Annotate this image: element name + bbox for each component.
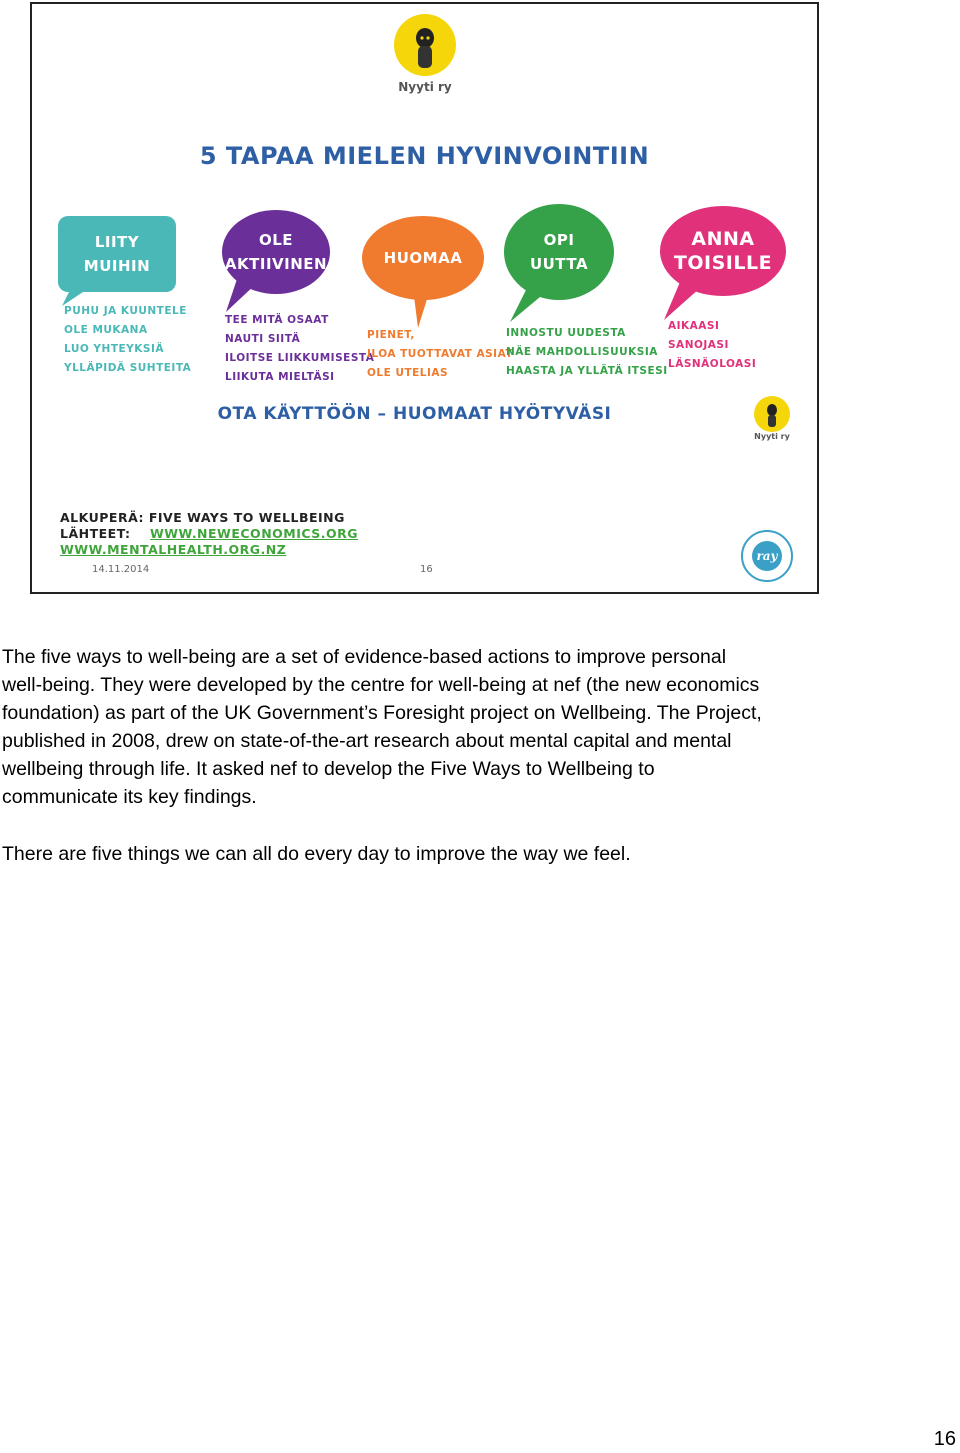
list-item: ILOA TUOTTAVAT ASIAT	[367, 348, 514, 360]
list-item: AIKAASI	[668, 320, 720, 332]
bubble-huomaa	[362, 218, 484, 298]
source-origin: ALKUPERÄ: FIVE WAYS TO WELLBEING	[60, 510, 345, 525]
bubble-line: OLE	[258, 231, 294, 249]
list-item: LUO YHTEYKSIÄ	[64, 343, 164, 355]
list-item: TEE MITÄ OSAAT	[225, 314, 329, 326]
list-item: LIIKUTA MIELTÄSI	[225, 371, 335, 383]
bubble-line: LIITY	[94, 233, 140, 251]
bubble-line: AKTIIVINEN	[224, 255, 328, 273]
paragraph-line: The five ways to well-being are a set of evidence-based actions to improve personal	[2, 646, 727, 668]
paragraph-line: wellbeing through life. It asked nef to develop the Five Ways to Wellbeing to	[2, 758, 655, 780]
slide-tagline: OTA KÄYTTÖÖN – HUOMAAT HYÖTYVÄSI	[217, 404, 612, 424]
bubble-liity-muihin	[58, 216, 176, 292]
sources-line	[60, 526, 358, 541]
bubble-line: HUOMAA	[383, 249, 463, 267]
paragraph-line: foundation) as part of the UK Government’s Foresight project on Wellbeing. The Project,	[2, 702, 762, 724]
ray-logo	[741, 530, 793, 582]
list-opi-uutta	[506, 324, 668, 381]
nyyti-logo-label: Nyyti ry	[398, 80, 452, 94]
sources-label: LÄHTEET:	[60, 526, 131, 541]
bubble-line: TOISILLE	[673, 252, 773, 274]
slide-title: 5 TAPAA MIELEN HYVINVOINTIIN	[199, 142, 650, 170]
list-item: OLE MUKANA	[64, 324, 148, 336]
bubble-ole-aktiivinen	[222, 212, 330, 292]
speech-bubble-icon	[362, 218, 484, 330]
paragraph-line: published in 2008, drew on state-of-the-art research about mental capital and mental	[2, 730, 732, 752]
nyyti-small-logo-icon	[754, 396, 790, 432]
list-item: NÄE MAHDOLLISUUKSIA	[506, 346, 658, 358]
source-link-mentalhealth-row	[60, 542, 286, 557]
body-paragraph-1	[2, 643, 762, 811]
ray-logo-label: ray	[752, 541, 782, 571]
list-item: INNOSTU UUDESTA	[506, 327, 626, 339]
nyyti-small-logo	[749, 396, 795, 441]
paragraph-line: well-being. They were developed by the centre for well-being at nef (the new economics	[2, 674, 760, 696]
body-paragraph-2: There are five things we can all do every day to improve the way we feel.	[2, 843, 631, 865]
nyyti-small-logo-label: Nyyti ry	[754, 432, 790, 441]
list-item: LÄSNÄOLOASI	[668, 358, 757, 370]
list-huomaa	[367, 326, 513, 383]
slide-date: 14.11.2014	[92, 564, 150, 575]
list-item: HAASTA JA YLLÄTÄ ITSESI	[506, 365, 668, 377]
list-item: SANOJASI	[668, 339, 729, 351]
paragraph-line: communicate its key findings.	[2, 786, 257, 808]
nyyti-logo	[392, 14, 458, 94]
bubble-line: UUTTA	[529, 255, 589, 273]
list-liity-muihin	[64, 302, 191, 378]
slide-number: 16	[420, 564, 433, 575]
source-link-neweconomics[interactable]: WWW.NEWECONOMICS.ORG	[149, 526, 359, 541]
page-number: 16	[933, 1428, 956, 1450]
list-item: YLLÄPIDÄ SUHTEITA	[64, 362, 192, 374]
list-item: ILOITSE LIIKKUMISESTA	[225, 352, 375, 364]
list-ole-aktiivinen	[225, 311, 374, 387]
bubble-opi-uutta	[504, 206, 614, 298]
bubble-line: ANNA	[691, 228, 755, 250]
bubble-anna-toisille	[660, 208, 786, 294]
list-anna-toisille	[668, 317, 756, 374]
bubble-line: OPI	[543, 231, 575, 249]
bubble-line: MUIHIN	[83, 257, 151, 275]
nyyti-logo-icon	[394, 14, 456, 76]
source-link-mentalhealth[interactable]: WWW.MENTALHEALTH.ORG.NZ	[60, 542, 287, 557]
list-item: OLE UTELIAS	[367, 367, 449, 379]
list-item: NAUTI SIITÄ	[225, 333, 301, 345]
slide-image	[30, 2, 819, 594]
list-item: PIENET,	[367, 329, 415, 341]
list-item: PUHU JA KUUNTELE	[64, 305, 187, 317]
